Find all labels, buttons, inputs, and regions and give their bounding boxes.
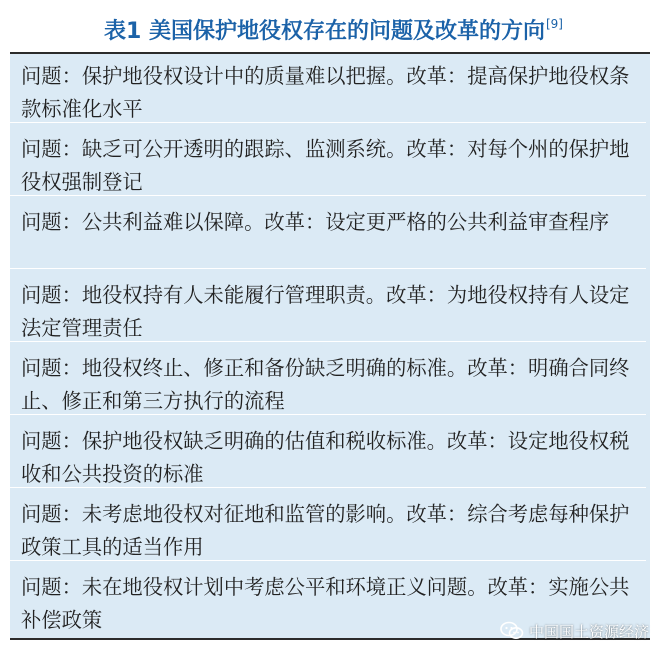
issues-reforms-table xyxy=(10,52,650,640)
table-row: 问题：地役权持有人未能履行管理职责。改革：为地役权持有人设定法定管理责任 xyxy=(10,273,646,342)
watermark-text: 中国国土资源经济 xyxy=(528,622,649,641)
table-row: 问题：公共利益难以保障。改革：设定更严格的公共利益审查程序 xyxy=(10,200,646,269)
table-row: 问题：地役权终止、修正和备份缺乏明确的标准。改革：明确合同终止、修正和第三方执行的流程 xyxy=(10,346,646,415)
table-row: 问题：保护地役权设计中的质量难以把握。改革：提高保护地役权条款标准化水平 xyxy=(10,54,646,123)
table-row: 问题：未考虑地役权对征地和监管的影响。改革：综合考虑每种保护政策工具的适当作用 xyxy=(10,492,646,561)
reference-marker: [9] xyxy=(545,17,563,31)
table-row: 问题：保护地役权缺乏明确的估值和税收标准。改革：设定地役权税收和公共投资的标准 xyxy=(10,419,646,488)
table-title xyxy=(0,6,667,42)
watermark xyxy=(500,619,649,643)
table-row: 问题：缺乏可公开透明的跟踪、监测系统。改革：对每个州的保护地役权强制登记 xyxy=(10,127,646,196)
table-title-text: 表1 美国保护地役权存在的问题及改革的方向 xyxy=(104,19,545,44)
table-row: 问题：未在地役权计划中考虑公平和环境正义问题。改革：实施公共补偿政策 xyxy=(21,575,630,632)
wechat-icon xyxy=(500,621,524,641)
